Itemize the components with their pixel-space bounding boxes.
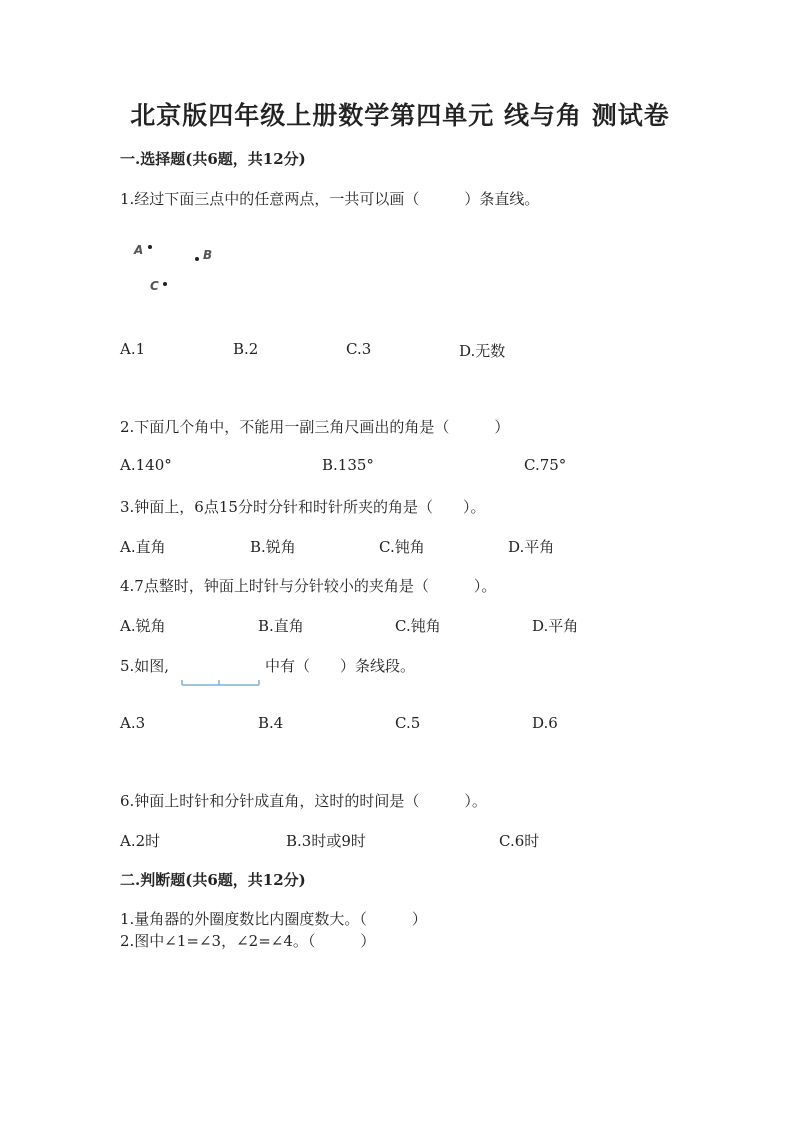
question-2: 2.下面几个角中，不能用一副三角尺画出的角是（ ） (120, 418, 510, 436)
q1-option-c: C.3 (346, 340, 372, 358)
q3-option-a: A.直角 (120, 538, 166, 556)
q4-option-c: C.钝角 (395, 617, 441, 635)
question-5-prefix: 5.如图, (120, 657, 170, 675)
q5-option-b: B.4 (258, 714, 284, 732)
point-c-dot (163, 282, 167, 286)
question-3: 3.钟面上，6点15分时分针和时针所夹的角是（ ）。 (120, 498, 486, 516)
q4-option-b: B.直角 (258, 617, 304, 635)
judgement-question-1: 1.量角器的外圈度数比内圈度数大。（ ） (120, 910, 427, 928)
point-a-dot (148, 245, 152, 249)
question-1: 1.经过下面三点中的任意两点，一共可以画（ ）条直线。 (120, 190, 540, 208)
section-heading-judgement: 二.判断题(共6题，共12分) (120, 871, 306, 889)
q6-option-b: B.3时或9时 (286, 832, 366, 850)
q3-option-c: C.钝角 (379, 538, 425, 556)
q1-option-a: A.1 (120, 340, 146, 358)
section-heading-choice: 一.选择题(共6题，共12分) (120, 150, 306, 168)
question-5-suffix: 中有（ ）条线段。 (265, 657, 416, 675)
q2-option-c: C.75° (524, 456, 567, 474)
q3-option-b: B.锐角 (250, 538, 296, 556)
line-segment-figure (181, 678, 261, 688)
point-label-b: B (203, 248, 213, 262)
q3-option-d: D.平角 (508, 538, 555, 556)
q6-option-c: C.6时 (499, 832, 540, 850)
q6-option-a: A.2时 (120, 832, 161, 850)
q5-option-a: A.3 (120, 714, 146, 732)
question-6: 6.钟面上时针和分针成直角，这时的时间是（ ）。 (120, 792, 487, 810)
q4-option-a: A.锐角 (120, 617, 166, 635)
question-4: 4.7点整时，钟面上时针与分针较小的夹角是（ ）。 (120, 577, 497, 595)
q5-option-d: D.6 (532, 714, 558, 732)
point-b-dot (195, 257, 199, 261)
q1-option-b: B.2 (233, 340, 259, 358)
point-label-a: A (134, 243, 144, 257)
q2-option-b: B.135° (322, 456, 374, 474)
judgement-question-2: 2.图中∠1=∠3，∠2=∠4。（ ） (120, 932, 376, 950)
point-label-c: C (150, 279, 159, 293)
q1-option-d: D.无数 (459, 342, 506, 360)
q5-option-c: C.5 (395, 714, 421, 732)
q4-option-d: D.平角 (532, 617, 579, 635)
page-title: 北京版四年级上册数学第四单元 线与角 测试卷 (130, 101, 670, 130)
q2-option-a: A.140° (120, 456, 172, 474)
